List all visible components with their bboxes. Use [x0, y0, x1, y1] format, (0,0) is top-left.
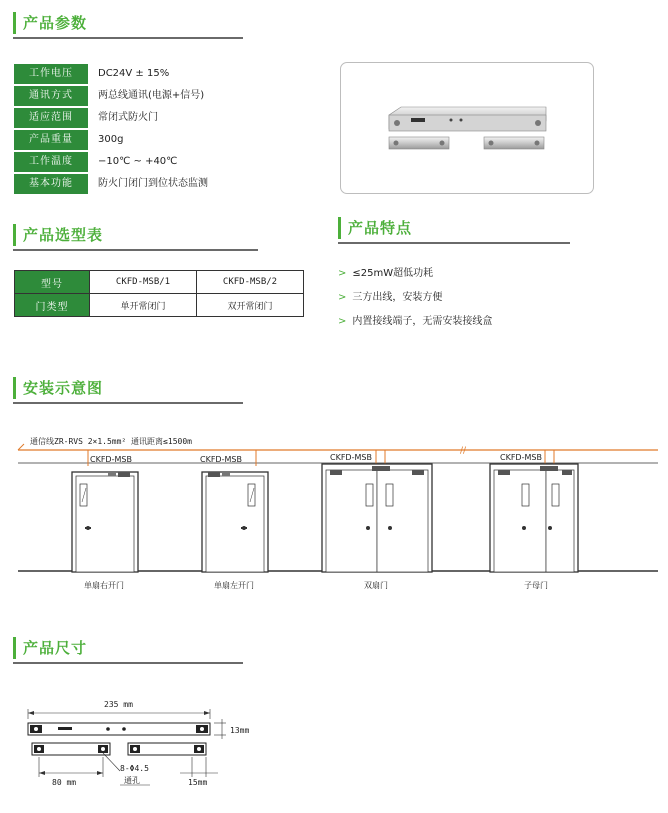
- sensor-label: CKFD-MSB: [500, 453, 542, 462]
- sensor-body-outline: [28, 723, 210, 735]
- length-dimension: 235 mm: [104, 700, 133, 709]
- param-value: 两总线通讯(电源+信号): [98, 90, 205, 101]
- height-dimension: 13mm: [230, 726, 250, 735]
- param-key: 工作电压: [14, 64, 88, 84]
- param-value: 防火门闭门到位状态监测: [98, 178, 208, 189]
- break-mark-icon: //: [460, 446, 467, 456]
- door-single-right: [72, 450, 138, 572]
- door-caption: 单扇右开门: [84, 581, 124, 590]
- feature-item: > ≤25mW超低功耗: [338, 268, 434, 279]
- sensor-label: CKFD-MSB: [90, 455, 132, 464]
- chevron-right-icon: >: [338, 316, 347, 327]
- install-diagram: [0, 430, 668, 595]
- product-photo-frame: [340, 62, 594, 194]
- hole-name: 通孔: [124, 776, 140, 785]
- door-single-left: [200, 450, 268, 572]
- cable-note: 通信线ZR-RVS 2×1.5mm² 通讯距离≤1500m: [30, 437, 192, 446]
- door-type-cell: 单开常闭门: [90, 294, 197, 317]
- door-double: [322, 450, 432, 572]
- install-title: 安装示意图: [23, 379, 104, 397]
- selection-table: [14, 270, 304, 317]
- selection-title: 产品选型表: [23, 226, 104, 244]
- hole-spec: 8-Φ4.5: [120, 764, 149, 773]
- end-width-dimension: 15mm: [188, 778, 208, 787]
- table-row: [15, 271, 304, 294]
- sensor-main-body: [389, 107, 546, 131]
- param-value: −10℃ ~ +40℃: [98, 156, 178, 167]
- param-key: 产品重量: [14, 130, 88, 150]
- param-row: [14, 174, 254, 194]
- magnet-left: [389, 137, 449, 149]
- model-cell: CKFD-MSB/2: [197, 271, 304, 294]
- table-row: [15, 294, 304, 317]
- sensor-label: CKFD-MSB: [330, 453, 372, 462]
- param-row: [14, 152, 254, 172]
- param-value: DC24V ± 15%: [98, 68, 170, 79]
- door-type-header: 门类型: [15, 294, 90, 317]
- param-key: 适应范围: [14, 108, 88, 128]
- dimension-drawing: [0, 685, 300, 800]
- param-row: [14, 64, 254, 84]
- product-photo: [341, 63, 593, 193]
- param-row: [14, 86, 254, 106]
- model-header: 型号: [15, 271, 90, 294]
- hole-spacing-dimension: 80 mm: [52, 778, 77, 787]
- chevron-right-icon: >: [338, 292, 347, 303]
- feature-item: > 三方出线，安装方便: [338, 292, 443, 303]
- door-mother-child: [490, 450, 578, 572]
- param-row: [14, 130, 254, 150]
- dimensions-title: 产品尺寸: [23, 639, 88, 657]
- magnet-right: [484, 137, 544, 149]
- param-key: 工作温度: [14, 152, 88, 172]
- door-type-cell: 双开常闭门: [197, 294, 304, 317]
- param-key: 基本功能: [14, 174, 88, 194]
- magnet-outline-right: [128, 743, 206, 755]
- door-caption: 双扇门: [364, 581, 388, 590]
- param-key: 通讯方式: [14, 86, 88, 106]
- features-title: 产品特点: [348, 219, 413, 237]
- param-value: 常闭式防火门: [98, 112, 158, 123]
- sensor-label: CKFD-MSB: [200, 455, 242, 464]
- door-caption: 子母门: [524, 581, 548, 590]
- model-cell: CKFD-MSB/1: [90, 271, 197, 294]
- param-value: 300g: [98, 134, 124, 145]
- params-title: 产品参数: [23, 14, 88, 32]
- magnet-outline-left: [32, 743, 110, 755]
- param-row: [14, 108, 254, 128]
- door-caption: 单扇左开门: [214, 581, 254, 590]
- chevron-right-icon: >: [338, 268, 347, 279]
- feature-item: > 内置接线端子，无需安装接线盒: [338, 316, 493, 327]
